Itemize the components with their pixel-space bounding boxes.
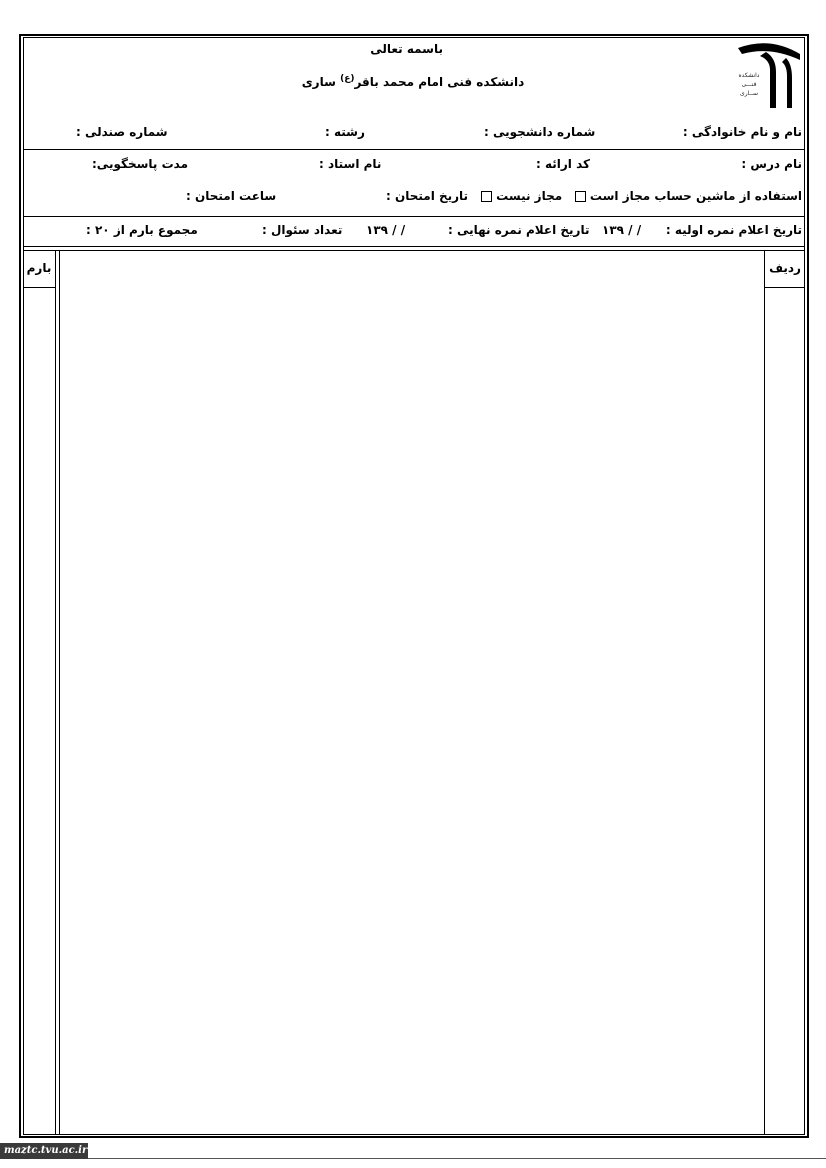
question-count-field[interactable]: تعداد سئوال : bbox=[262, 223, 343, 237]
score-column-divider-2 bbox=[59, 250, 60, 1135]
basmala-heading: باسمه تعالی bbox=[370, 42, 443, 56]
row-column-header: ردیف bbox=[769, 261, 801, 275]
divider-3 bbox=[23, 246, 805, 247]
logo-line-2: فنـــی bbox=[741, 81, 757, 88]
total-score-field[interactable]: مجموع بارم از ۲۰ : bbox=[86, 223, 198, 237]
initial-grade-date-value[interactable]: / / ۱۳۹ bbox=[602, 223, 642, 237]
score-column-divider-1 bbox=[55, 250, 56, 1135]
teacher-name-field[interactable]: نام استاد : bbox=[319, 157, 382, 171]
final-grade-date-value[interactable]: / / ۱۳۹ bbox=[366, 223, 406, 237]
calculator-allowed-label: مجاز است bbox=[589, 189, 651, 203]
row-header-underline bbox=[764, 287, 805, 288]
score-header-underline bbox=[23, 287, 55, 288]
initial-grade-date-label: تاریخ اعلام نمره اولیه : bbox=[665, 223, 802, 237]
divider-2 bbox=[23, 216, 805, 217]
course-name-field[interactable]: نام درس : bbox=[741, 157, 802, 171]
student-name-field[interactable]: نام و نام خانوادگی : bbox=[682, 125, 802, 139]
score-column-header: بارم bbox=[26, 261, 52, 275]
exam-date-field[interactable]: تاریخ امتحان : bbox=[386, 189, 469, 203]
final-grade-date-label: تاریخ اعلام نمره نهایی : bbox=[448, 223, 590, 237]
not-allowed-checkbox[interactable] bbox=[481, 191, 492, 202]
institution-honorific: (ع) bbox=[340, 74, 355, 84]
institution-suffix: ساری bbox=[301, 75, 336, 89]
logo-line-1: دانشکده bbox=[738, 72, 760, 79]
logo-line-3: ســاری bbox=[740, 90, 758, 97]
answer-duration-field[interactable]: مدت پاسخگویی: bbox=[92, 157, 189, 171]
answer-area[interactable] bbox=[61, 252, 762, 1132]
calculator-label: استفاده از ماشین حساب bbox=[654, 189, 802, 203]
row-column-divider bbox=[764, 250, 765, 1135]
calculator-usage-row bbox=[481, 189, 802, 203]
course-code-field[interactable]: کد ارائه : bbox=[536, 157, 590, 171]
allowed-checkbox[interactable] bbox=[575, 191, 586, 202]
institution-title bbox=[300, 74, 526, 89]
institution-prefix: دانشکده فنی امام محمد باقر bbox=[354, 75, 525, 89]
footer-line bbox=[88, 1158, 826, 1159]
seat-number-field[interactable]: شماره صندلی : bbox=[76, 125, 168, 139]
calculator-not-allowed-label: مجاز نیست bbox=[496, 189, 563, 203]
site-footer-badge[interactable]: maztc.tvu.ac.ir bbox=[0, 1143, 88, 1159]
divider-4 bbox=[23, 250, 805, 251]
student-number-field[interactable]: شماره دانشجویی : bbox=[484, 125, 596, 139]
major-field[interactable]: رشته : bbox=[325, 125, 365, 139]
exam-time-field[interactable]: ساعت امتحان : bbox=[186, 189, 277, 203]
divider-1 bbox=[23, 149, 805, 150]
